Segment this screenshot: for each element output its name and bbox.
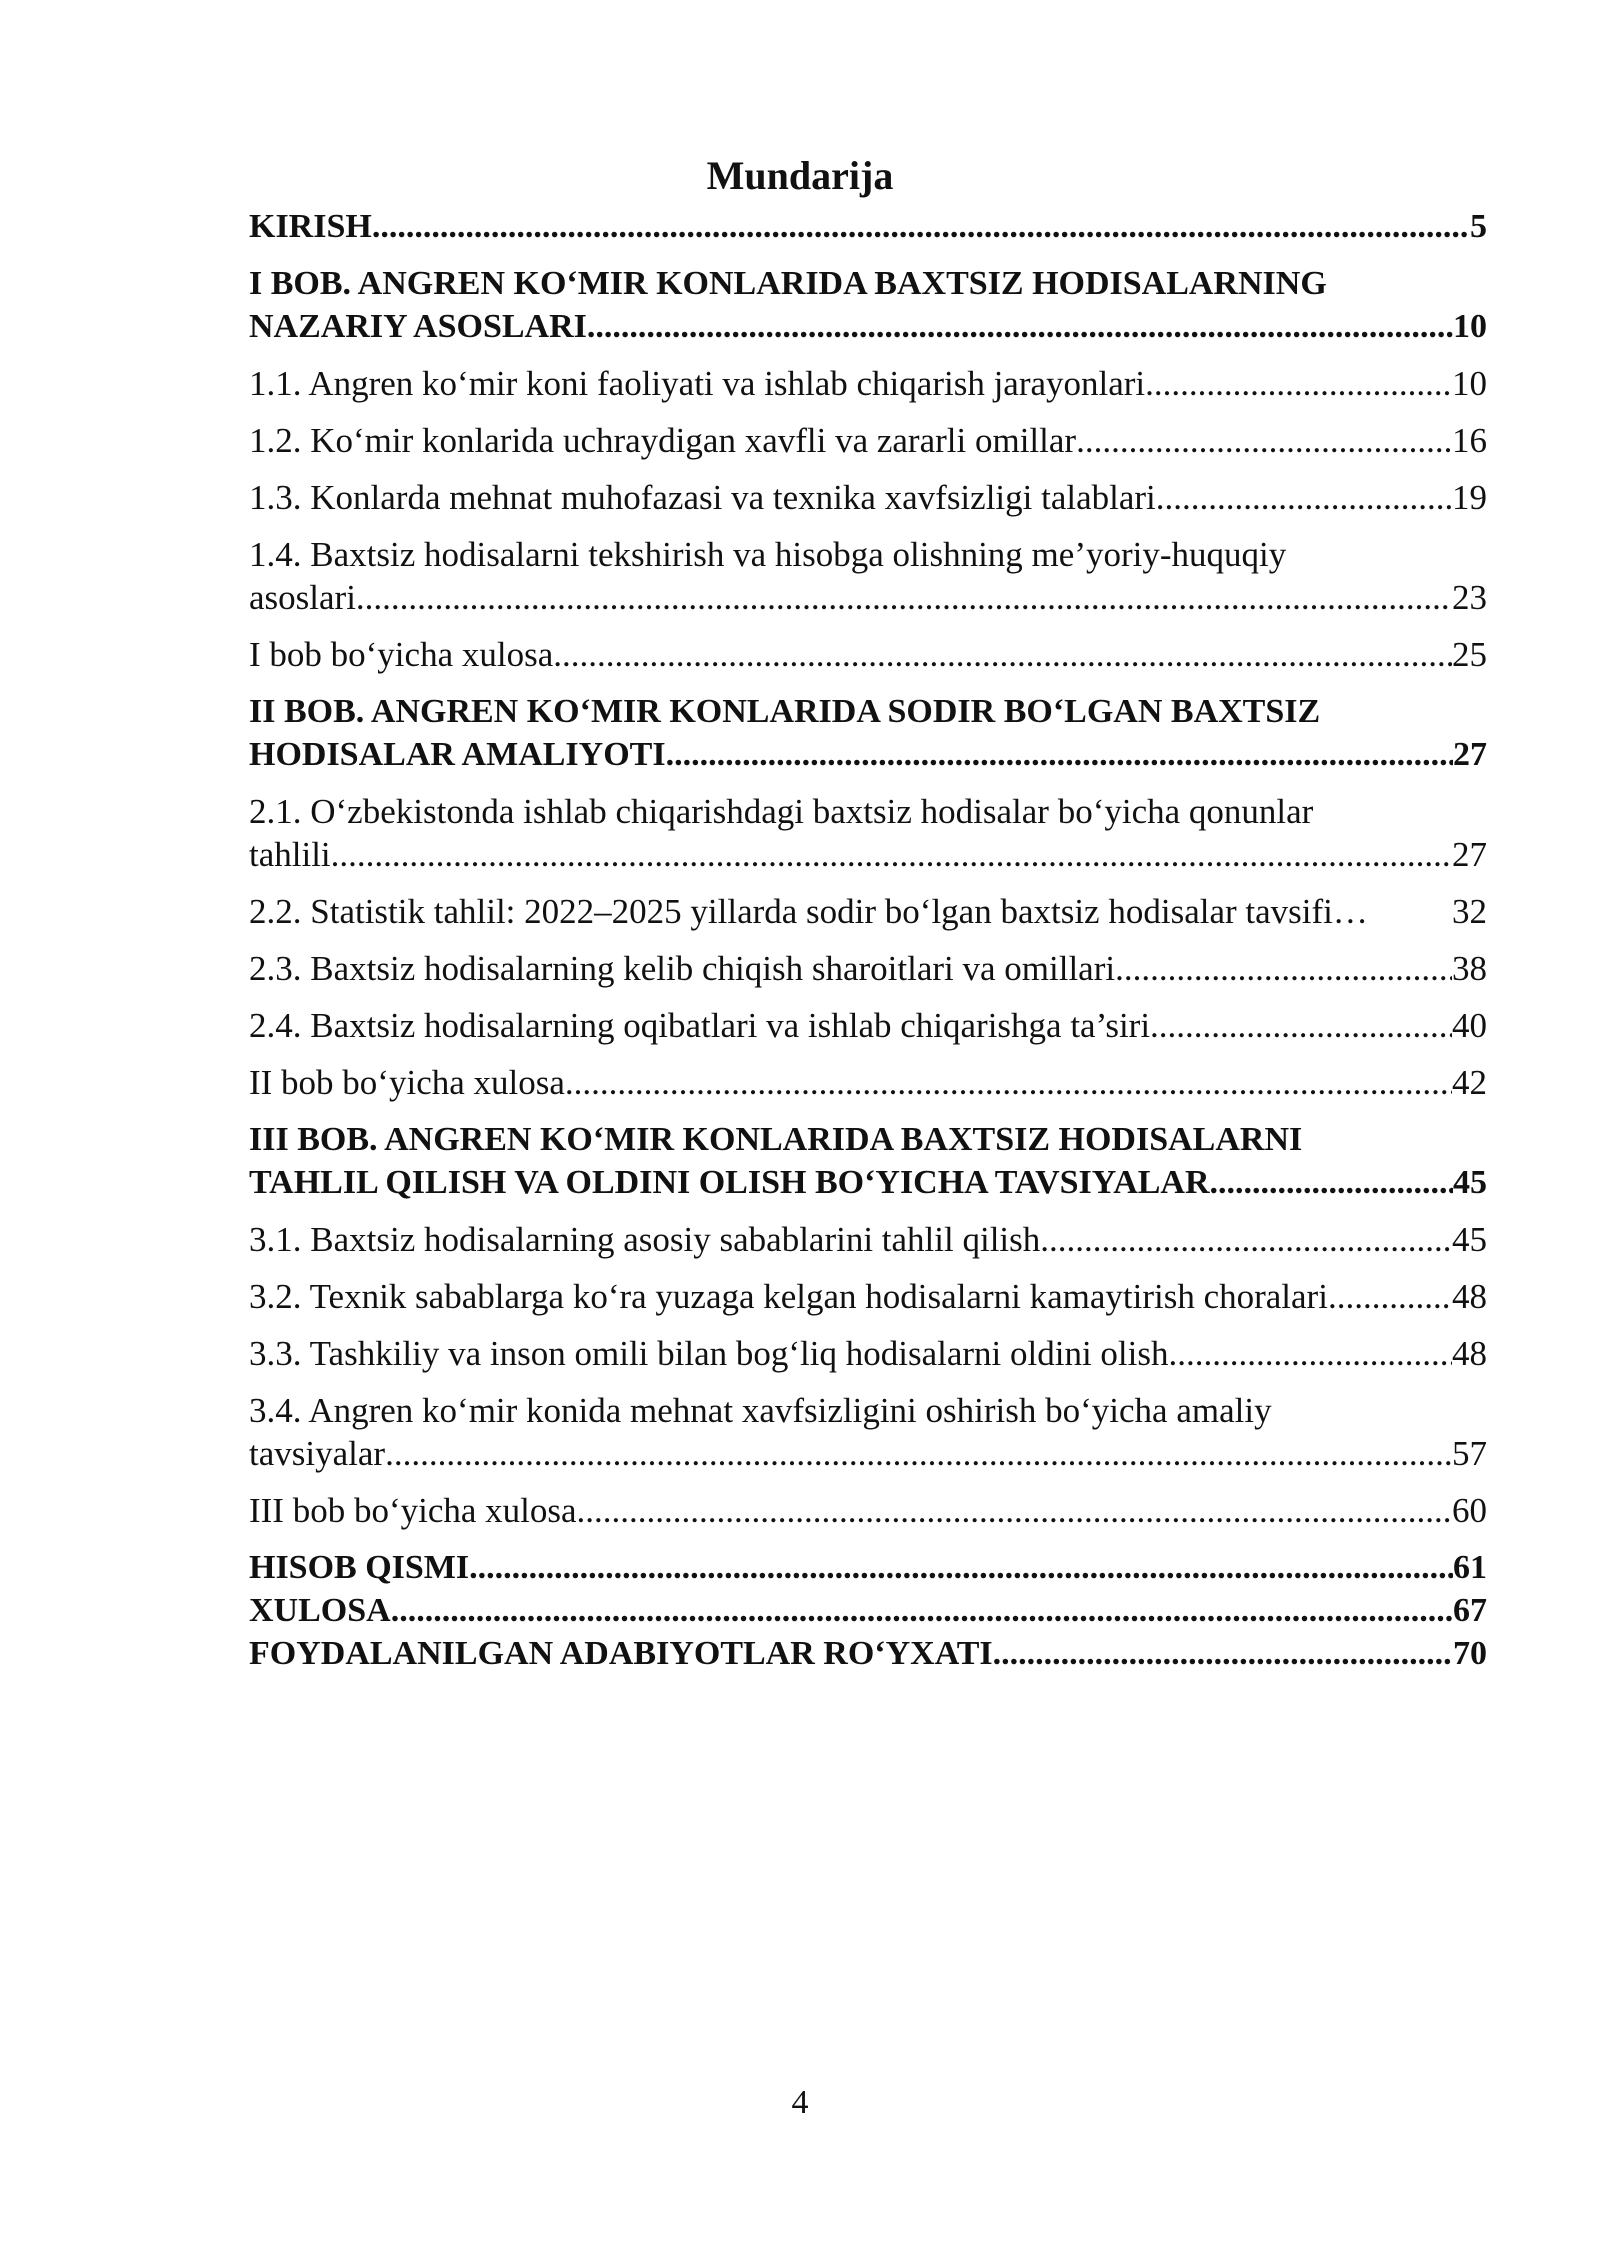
toc-entry-heading-line: 3.4. Angren ko‘mir konida mehnat xavfsizligini oshirish bo‘yicha amaliy <box>249 1391 1272 1430</box>
toc-entry-title: 2.2. Statistik tahlil: 2022–2025 yillarda sodir bo‘lgan baxtsiz hodisalar tavsifi <box>249 892 1333 931</box>
toc-entry-line <box>249 1632 1487 1675</box>
toc-entry-page: 67 <box>1453 1592 1487 1629</box>
toc-entry-line <box>249 1061 1487 1104</box>
dot-leader <box>1150 1004 1452 1047</box>
toc-entry-title: NAZARIY ASOSLARI <box>249 308 587 345</box>
dot-leader <box>1169 1332 1452 1375</box>
toc-entry-page: 60 <box>1452 1491 1487 1530</box>
page-title: Mundarija <box>706 153 894 198</box>
toc-entry-page: 10 <box>1453 308 1487 345</box>
toc-entry[interactable] <box>249 1004 1487 1047</box>
toc-entry[interactable] <box>249 1389 1487 1475</box>
dot-leader <box>469 1546 1453 1589</box>
toc-entry-line <box>249 1432 1487 1475</box>
toc-entry[interactable] <box>249 1589 1487 1632</box>
toc-entry-page: 27 <box>1452 835 1487 874</box>
toc-entry-title: 1.1. Angren ko‘mir koni faoliyati va ishlab chiqarish jarayonlari <box>249 364 1146 403</box>
toc-entry-title: 3.1. Baxtsiz hodisalarning asosiy sabablarini tahlil qilish <box>249 1220 1041 1259</box>
toc-entry-line <box>249 1218 1487 1261</box>
toc-entry-heading-line: 2.1. O‘zbekistonda ishlab chiqarishdagi baxtsiz hodisalar bo‘yicha qonunlar <box>249 792 1314 831</box>
dot-leader <box>565 1061 1452 1104</box>
toc-entry-line <box>249 419 1487 462</box>
toc-entry-title: III bob bo‘yicha xulosa <box>249 1491 577 1530</box>
toc-entry-heading-line: II BOB. ANGREN KO‘MIR KONLARIDA SODIR BO‘LGAN BAXTSIZ <box>249 693 1321 730</box>
toc-entry-title: tavsiyalar <box>249 1434 386 1473</box>
dot-leader <box>666 733 1453 776</box>
toc-entry-heading-line: I BOB. ANGREN KO‘MIR KONLARIDA BAXTSIZ HODISALARNING <box>249 265 1327 302</box>
toc-entry-page: 61 <box>1453 1549 1487 1586</box>
toc-entry-line <box>249 476 1487 519</box>
toc-entry-page: 5 <box>1470 208 1487 245</box>
toc-entry[interactable] <box>249 890 1487 933</box>
dot-leader <box>1076 419 1452 462</box>
toc-entry[interactable] <box>249 205 1487 248</box>
toc-entry-line <box>249 833 1487 876</box>
toc-entry-line <box>249 1161 1487 1204</box>
toc-entry-title: FOYDALANILGAN ADABIYOTLAR RO‘YXATI <box>249 1635 993 1672</box>
toc-entry-title: XULOSA <box>249 1592 391 1629</box>
toc-entry-page: 38 <box>1452 949 1487 988</box>
page-number: 4 <box>791 2084 809 2121</box>
toc-entry[interactable] <box>249 362 1487 405</box>
toc-entry-page: 32 <box>1452 892 1487 931</box>
toc-entry-title: tahlili <box>249 835 331 874</box>
dot-leader <box>993 1632 1453 1675</box>
toc-entry-title: 2.3. Baxtsiz hodisalarning kelib chiqish sharoitlari va omillari <box>249 949 1116 988</box>
toc-entry[interactable] <box>249 533 1487 619</box>
toc-entry-title: 1.3. Konlarda mehnat muhofazasi va texnika xavfsizligi talablari <box>249 478 1156 517</box>
dot-leader <box>356 576 1452 619</box>
toc-entry[interactable] <box>249 262 1487 348</box>
toc-entry[interactable] <box>249 1546 1487 1589</box>
toc-entry-line <box>249 362 1487 405</box>
toc-entry-page: 23 <box>1452 578 1487 617</box>
toc-entry-page: 48 <box>1452 1334 1487 1373</box>
toc-entry-page: 19 <box>1452 478 1487 517</box>
toc-entry-line <box>249 633 1487 676</box>
toc-entry-title: II bob bo‘yicha xulosa <box>249 1063 565 1102</box>
table-of-contents <box>249 205 1487 1675</box>
dot-leader <box>577 1489 1452 1532</box>
toc-entry[interactable] <box>249 690 1487 776</box>
toc-entry-line <box>249 1332 1487 1375</box>
toc-entry-page: 57 <box>1452 1434 1487 1473</box>
toc-entry-page: 45 <box>1452 1220 1487 1259</box>
dot-leader <box>331 833 1452 876</box>
dot-leader <box>385 1432 1452 1475</box>
toc-entry-page: 27 <box>1453 736 1487 773</box>
toc-entry-heading-line: III BOB. ANGREN KO‘MIR KONLARIDA BAXTSIZ HODISALARNI <box>249 1121 1303 1158</box>
dot-leader <box>1156 476 1452 519</box>
dot-leader <box>391 1589 1453 1632</box>
toc-entry[interactable] <box>249 633 1487 676</box>
toc-entry-page: 48 <box>1452 1277 1487 1316</box>
toc-entry[interactable] <box>249 476 1487 519</box>
toc-entry[interactable] <box>249 947 1487 990</box>
dot-leader <box>1115 947 1452 990</box>
toc-entry-heading-line: 1.4. Baxtsiz hodisalarni tekshirish va hisobga olishning me’yoriy-huquqiy <box>249 535 1287 574</box>
toc-entry-page: 70 <box>1453 1635 1487 1672</box>
toc-entry-line <box>249 305 1487 348</box>
toc-entry[interactable] <box>249 1061 1487 1104</box>
toc-entry-line <box>249 890 1487 933</box>
toc-entry-title: asoslari <box>249 578 356 617</box>
dot-leader <box>372 205 1470 248</box>
toc-entry-line <box>249 1275 1487 1318</box>
toc-entry-title: 3.3. Tashkiliy va inson omili bilan bog‘liq hodisalarni oldini olish <box>249 1334 1169 1373</box>
toc-entry-line <box>249 1489 1487 1532</box>
dot-leader <box>1210 1161 1453 1204</box>
toc-entry-line <box>249 947 1487 990</box>
toc-entry[interactable] <box>249 1632 1487 1675</box>
toc-entry[interactable] <box>249 1332 1487 1375</box>
toc-entry-line <box>249 733 1487 776</box>
toc-entry-title: 1.2. Ko‘mir konlarida uchraydigan xavfli va zararli omillar <box>249 421 1077 460</box>
toc-entry-page: 10 <box>1452 364 1487 403</box>
toc-entry[interactable] <box>249 790 1487 876</box>
toc-entry-page: 25 <box>1452 635 1487 674</box>
toc-entry-line <box>249 205 1487 248</box>
toc-entry[interactable] <box>249 1489 1487 1532</box>
toc-entry[interactable] <box>249 1275 1487 1318</box>
toc-entry[interactable] <box>249 1218 1487 1261</box>
dot-leader <box>587 305 1453 348</box>
toc-entry-title: KIRISH <box>249 208 372 245</box>
toc-entry-page: 40 <box>1452 1006 1487 1045</box>
toc-entry[interactable] <box>249 1118 1487 1204</box>
dot-leader <box>553 633 1452 676</box>
dot-leader <box>1328 1275 1452 1318</box>
toc-entry-title: 2.4. Baxtsiz hodisalarning oqibatlari va ishlab chiqarishga ta’siri <box>249 1006 1151 1045</box>
dot-leader <box>1040 1218 1452 1261</box>
toc-entry-title: HISOB QISMI <box>249 1549 470 1586</box>
toc-entry-line <box>249 1546 1487 1589</box>
toc-entry-line <box>249 1004 1487 1047</box>
toc-entry-line <box>249 576 1487 619</box>
toc-entry-line <box>249 1589 1487 1632</box>
toc-entry[interactable] <box>249 419 1487 462</box>
toc-entry-page: 16 <box>1452 421 1487 460</box>
dot-leader <box>1145 362 1452 405</box>
toc-entry-title: 3.2. Texnik sabablarga ko‘ra yuzaga kelgan hodisalarni kamaytirish choralari <box>249 1277 1328 1316</box>
toc-entry-title: I bob bo‘yicha xulosa <box>249 635 554 674</box>
toc-entry-title: HODISALAR AMALIYOTI <box>249 736 666 773</box>
toc-entry-page: 45 <box>1453 1164 1487 1201</box>
toc-entry-page: 42 <box>1452 1063 1487 1102</box>
dot-leader <box>1333 890 1452 933</box>
toc-entry-title: TAHLIL QILISH VA OLDINI OLISH BO‘YICHA TAVSIYALAR <box>249 1164 1210 1201</box>
